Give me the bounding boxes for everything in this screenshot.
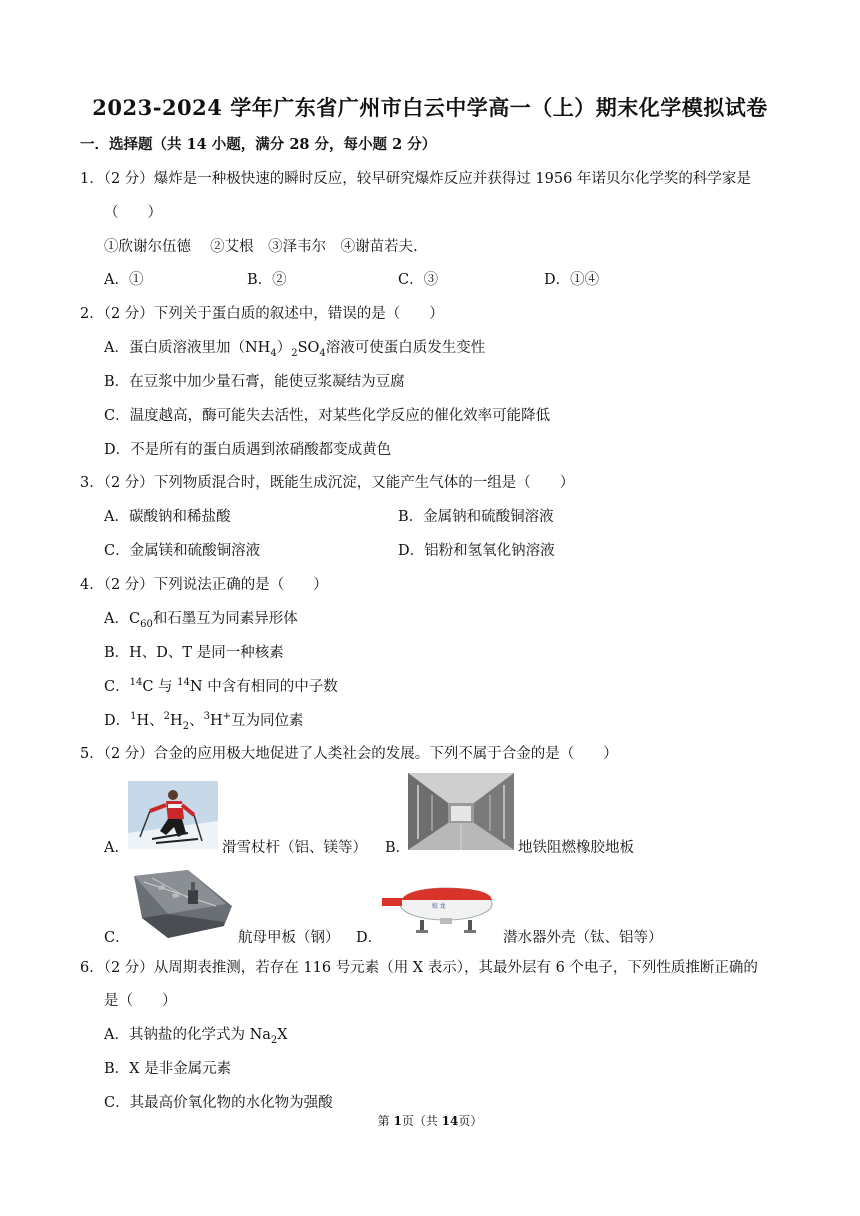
- q3-stem: 3．（2 分）下列物质混合时，既能生成沉淀，又能产生气体的一组是（ ）: [80, 475, 575, 491]
- q5-option-a-text: 滑雪杖杆（铝、镁等）: [222, 840, 367, 856]
- q1-option-a: A．①: [104, 272, 144, 288]
- q4-option-c: C．$^{14}$C 与 $^{14}$N 中含有相同的中子数: [104, 677, 338, 695]
- q1-option-b: B．②: [247, 272, 287, 288]
- q2-option-d: D．不是所有的蛋白质遇到浓硝酸都变成黄色: [104, 442, 392, 458]
- q1-option-c: C．③: [398, 272, 439, 288]
- q1-stem: 1．（2 分）爆炸是一种极快速的瞬时反应，较早研究爆炸反应并获得过 1956 年诺贝尔化学奖的科学家是: [80, 171, 751, 187]
- page-footer: 第 1页（共 14页）: [377, 1114, 483, 1128]
- q5-option-c-text: 航母甲板（钢）: [238, 930, 340, 946]
- q2-stem: 2．（2 分）下列关于蛋白质的叙述中，错误的是（ ）: [80, 306, 444, 322]
- q2-option-c: C．温度越高，酶可能失去活性，对某些化学反应的催化效率可能降低: [104, 408, 551, 424]
- metro-floor-image: [408, 773, 514, 850]
- q1-option-d: D．①④: [544, 272, 600, 288]
- q5-option-b-letter: B．: [385, 840, 411, 856]
- q3-option-d: D．铝粉和氢氧化钠溶液: [398, 543, 555, 559]
- q4-option-a: A．$C_{60}$和石墨互为同素异形体: [104, 611, 298, 630]
- q1-candidates: ①欣谢尔伍德 ②艾根 ③泽韦尔 ④谢苗若夫.: [104, 239, 418, 255]
- page-number: 1: [393, 1114, 402, 1128]
- section-header: 一．选择题（共 14 小题，满分 28 分，每小题 2 分）: [80, 136, 437, 153]
- q4-option-d: D．$^1$H、$^2H_2$、$^3$H+互为同位素: [104, 711, 304, 732]
- page-total: 14: [441, 1114, 459, 1128]
- q5-option-a-letter: A．: [104, 840, 129, 856]
- q6-stem-cont: 是（ ）: [104, 993, 177, 1009]
- q3-option-a: A．碳酸钠和稀盐酸: [104, 509, 231, 525]
- q4-stem: 4．（2 分）下列说法正确的是（ ）: [80, 577, 328, 593]
- q6-option-a: A．其钠盐的化学式为 $Na_2X$: [104, 1027, 288, 1046]
- skier-image: [128, 781, 218, 849]
- q6-option-b: B．X 是非金属元素: [104, 1061, 232, 1077]
- q6-option-c: C．其最高价氧化物的水化物为强酸: [104, 1095, 333, 1111]
- svg-text:蛟 龙: 蛟 龙: [432, 904, 446, 910]
- q3-option-c: C．金属镁和硫酸铜溶液: [104, 543, 261, 559]
- q5-option-d-text: 潜水器外壳（钛、铝等）: [503, 930, 663, 946]
- q4-option-b: B．H、D、T 是同一种核素: [104, 645, 284, 661]
- aircraft-carrier-image: [128, 866, 234, 942]
- q2-option-a: A．蛋白质溶液里加$(NH_4)_2SO_4$溶液可使蛋白质发生变性: [104, 340, 486, 359]
- q3-option-b: B．金属钠和硫酸铜溶液: [398, 509, 554, 525]
- q6-stem: 6．（2 分）从周期表推测，若存在 116 号元素（用 X 表示），其最外层有 6 个电子，下列性质推断正确的: [80, 960, 758, 976]
- q5-option-b-text: 地铁阻燃橡胶地板: [518, 840, 634, 856]
- submersible-image: [380, 878, 500, 940]
- q1-stem-cont: （ ）: [104, 205, 162, 221]
- q5-stem: 5．（2 分）合金的应用极大地促进了人类社会的发展。下列不属于合金的是（ ）: [80, 746, 618, 762]
- page-title: 2023-2024 学年广东省广州市白云中学高一（上）期末化学模拟试卷: [92, 95, 768, 120]
- q5-option-c-letter: C．: [104, 930, 130, 946]
- q5-option-d-letter: D．: [356, 930, 383, 946]
- q2-option-b: B．在豆浆中加少量石膏，能使豆浆凝结为豆腐: [104, 374, 405, 390]
